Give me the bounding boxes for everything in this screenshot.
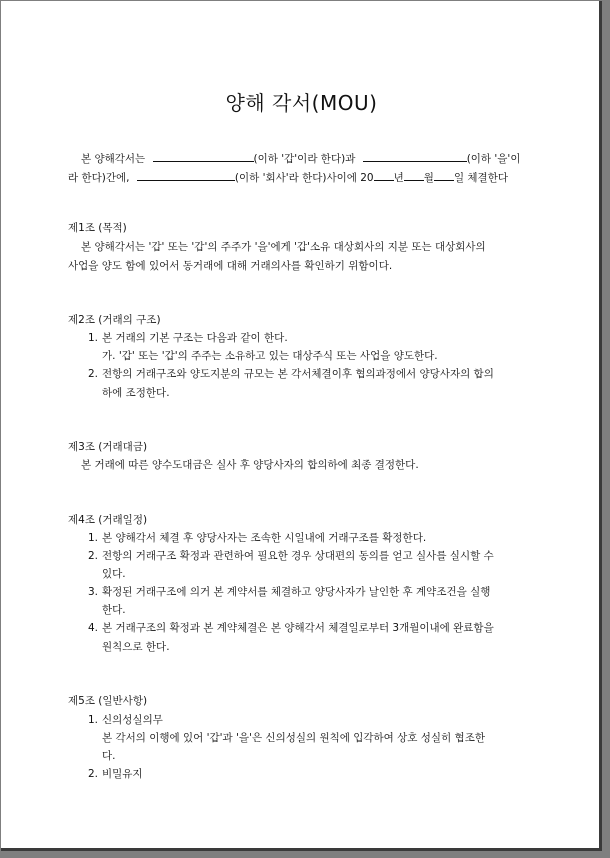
section-4-item-text: 전항의 거래구조 확정과 관련하여 필요한 경우 상대편의 동의를 얻고 실사를 실시할 수 <box>102 550 494 562</box>
section-4-item-text: 한다. <box>102 604 126 616</box>
blank-field-month[interactable] <box>404 170 424 181</box>
section-1-text: 사업을 양도 함에 있어서 동거래에 대해 거래의사를 확인하기 위함이다. <box>68 260 393 272</box>
intro-line-1 <box>81 151 520 166</box>
section-5-subitem-text: 본 각서의 이행에 있어 '갑'과 '을'은 신의성실의 원칙에 입각하여 상호 성실히 협조한 <box>102 732 485 744</box>
blank-field-party-b[interactable] <box>363 151 467 162</box>
blank-field-year[interactable] <box>374 170 394 181</box>
section-4-item-text: 원칙으로 한다. <box>102 641 170 653</box>
section-5-item-number: 2. <box>88 768 99 780</box>
section-4-item-text: 본 양해각서 체결 후 양당사자는 조속한 시일내에 거래구조를 확정한다. <box>102 532 427 544</box>
section-4-item-text: 확정된 거래구조에 의거 본 계약서를 체결하고 양당사자가 날인한 후 계약조건을 실행 <box>102 586 491 598</box>
section-5-item-text: 비밀유지 <box>102 768 143 780</box>
intro-text: 라 한다)간에, <box>68 172 130 184</box>
document-title: 양해 각서(MOU) <box>225 91 378 115</box>
section-2-item-number: 2. <box>88 368 99 380</box>
section-4-item-number: 1. <box>88 532 99 544</box>
section-5-heading: 제5조 (일반사항) <box>68 695 148 707</box>
intro-text: 년 <box>393 172 404 184</box>
section-1-text: 본 양해각서는 '갑' 또는 '갑'의 주주가 '을'에게 '갑'소유 대상회사의 지분 또는 대상회사의 <box>81 241 486 253</box>
section-5-item-number: 1. <box>88 714 99 726</box>
section-2-subitem-text: 가. '갑' 또는 '갑'의 주주는 소유하고 있는 대상주식 또는 사업을 양도한다. <box>102 350 438 362</box>
intro-text: (이하 '을'이 <box>466 153 521 165</box>
section-2-item-text: 하에 조정한다. <box>102 387 170 399</box>
intro-text: 본 양해각서는 <box>81 153 146 165</box>
section-4-item-text: 본 거래구조의 확정과 본 계약체결은 본 양해각서 체결일로부터 3개월이내에 완료함을 <box>102 622 494 634</box>
section-4-item-number: 3. <box>88 586 99 598</box>
section-4-item-text: 있다. <box>102 568 126 580</box>
section-2-item-number: 1. <box>88 332 99 344</box>
section-2-item-text: 전항의 거래구조와 양도지분의 규모는 본 각서체결이후 협의과정에서 양당사자의 합의 <box>102 368 494 380</box>
intro-text: (이하 '회사'라 한다)사이에 20 <box>234 172 374 184</box>
intro-line-2 <box>68 170 508 185</box>
section-1-heading: 제1조 (목적) <box>68 222 127 234</box>
section-3-text: 본 거래에 따른 양수도대금은 실사 후 양당사자의 합의하에 최종 결정한다. <box>81 459 419 471</box>
section-4-heading: 제4조 (거래일정) <box>68 514 148 526</box>
section-5-item-text: 신의성실의무 <box>102 714 163 726</box>
document-page <box>1 1 602 851</box>
section-4-item-number: 2. <box>88 550 99 562</box>
section-5-subitem-text: 다. <box>102 750 116 762</box>
intro-text: (이하 '갑'이라 한다)과 <box>253 153 356 165</box>
blank-field-day[interactable] <box>434 170 454 181</box>
blank-field-company[interactable] <box>137 170 235 181</box>
section-2-heading: 제2조 (거래의 구조) <box>68 314 161 326</box>
section-4-item-number: 4. <box>88 622 99 634</box>
section-3-heading: 제3조 (거래대금) <box>68 441 148 453</box>
blank-field-party-a[interactable] <box>153 151 254 162</box>
section-2-item-text: 본 거래의 기본 구조는 다음과 같이 한다. <box>102 332 288 344</box>
intro-text: 월 <box>423 172 434 184</box>
intro-text: 일 체결한다 <box>453 172 508 184</box>
